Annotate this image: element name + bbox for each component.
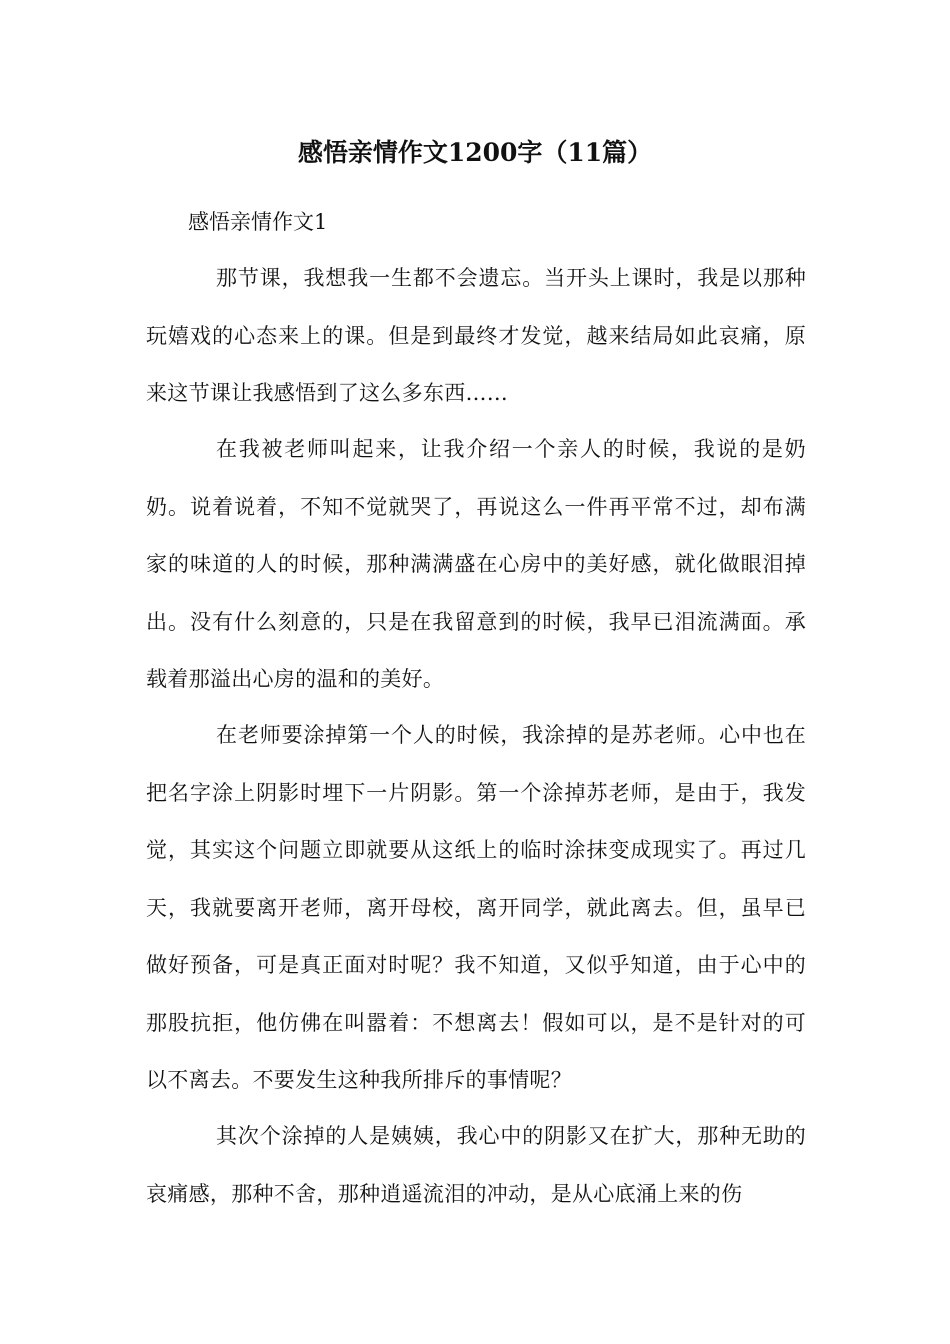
document-title: 感悟亲情作文1200字（11篇）: [297, 138, 653, 167]
paragraph-2: 在我被老师叫起来，让我介绍一个亲人的时候，我说的是奶奶。说着说着，不知不觉就哭了，再说这么一件再平常不过，却布满家的味道的人的时候，那种满满盛在心房中的美好感，就化做眼泪掉出。没有什么刻意的，只是在我留意到的时候，我早已泪流满面。承载着那溢出心房的温和的美好。: [146, 437, 806, 691]
paragraph-4: 其次个涂掉的人是姨姨，我心中的阴影又在扩大，那种无助的哀痛感，那种不舍，那种逍遥流泪的冲动，是从心底涌上来的伤: [146, 1124, 806, 1206]
paragraph-3: 在老师要涂掉第一个人的时候，我涂掉的是苏老师。心中也在把名字涂上阴影时埋下一片阴影。第一个涂掉苏老师，是由于，我发觉，其实这个问题立即就要从这纸上的临时涂抹变成现实了。再过几天，我就要离开老师，离开母校，离开同学，就此离去。但，虽早已做好预备，可是真正面对时呢？我不知道，又似乎知道，由于心中的那股抗拒，他仿佛在叫嚣着：不想离去！假如可以，是不是针对的可以不离去。不要发生这种我所排斥的事情呢？: [146, 723, 806, 1092]
paragraph-1: 那节课，我想我一生都不会遗忘。当开头上课时，我是以那种玩嬉戏的心态来上的课。但是到最终才发觉，越来结局如此哀痛，原来这节课让我感悟到了这么多东西……: [146, 266, 806, 405]
section-heading: 感悟亲情作文1: [188, 210, 328, 234]
